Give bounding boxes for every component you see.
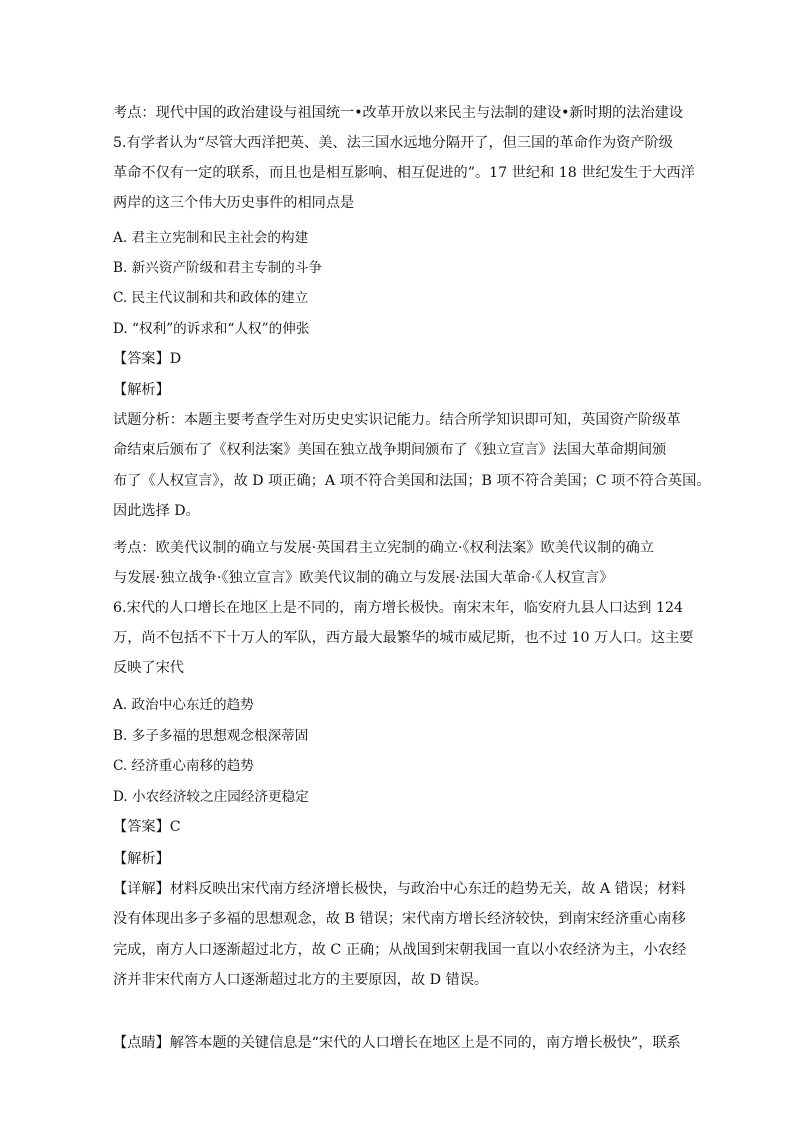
q6-detail-line-1: 【详解】材料反映出宋代南方经济增长极快，与政治中心东迁的趋势无关，故 A 错误；材料 xyxy=(113,881,686,897)
q5-stem-line-2: 革命不仅有一定的联系，而且也是相互影响、相互促进的”。17 世纪和 18 世纪发生于大西洋 xyxy=(113,165,695,181)
q6-analysis-title: 【解析】 xyxy=(113,851,170,867)
q5-stem-line-3: 两岸的这三个伟大历史事件的相同点是 xyxy=(113,195,355,211)
q6-detail-line-4: 济并非宋代南方人口逐渐超过北方的主要原因，故 D 错误。 xyxy=(113,972,489,988)
q5-analysis-line-4: 因此选择 D。 xyxy=(113,503,200,519)
q5-answer: 【答案】D xyxy=(113,351,182,367)
q5-analysis-line-3: 布了《人权宣言》，故 D 项正确；A 项不符合美国和法国；B 项不符合美国；C 项不符合英国。 xyxy=(113,473,711,489)
q5-analysis-line-2: 命结束后颁布了《权利法案》美国在独立战争期间颁布了《独立宣言》法国大革命期间颁 xyxy=(113,442,667,458)
q5-option-b: B. 新兴资产阶级和君主专制的斗争 xyxy=(113,260,322,276)
q6-option-a: A. 政治中心东迁的趋势 xyxy=(113,697,254,713)
q5-stem-line-1: 5.有学者认为“尽管大西洋把英、美、法三国水远地分隔开了，但三国的革命作为资产阶级 xyxy=(113,135,673,151)
q6-option-d: D. 小农经济较之庄园经济更稳定 xyxy=(113,789,309,805)
q5-option-d: D. “权利”的诉求和“人权”的伸张 xyxy=(113,321,310,337)
q6-stem-line-2: 万，尚不包括不下十万人的军队，西方最大最繁华的城市威尼斯，也不过 10 万人口。这主要 xyxy=(113,630,694,646)
q5-kaodian-line-2: 与发展·独立战争·《独立宣言》欧美代议制的确立与发展·法国大革命·《人权宣言》 xyxy=(113,570,614,586)
q6-stem-line-1: 6.宋代的人口增长在地区上是不同的，南方增长极快。南宋末年，临安府九县人口达到 124 xyxy=(113,600,684,616)
q5-analysis-title: 【解析】 xyxy=(113,382,170,398)
q6-stem-line-3: 反映了宋代 xyxy=(113,660,184,676)
q4-kaodian: 考点：现代中国的政治建设与祖国统一•改革开放以来民主与法制的建设•新时期的法治建设 xyxy=(113,105,684,121)
q6-option-c: C. 经济重心南移的趋势 xyxy=(113,758,254,774)
q6-answer: 【答案】C xyxy=(113,819,181,835)
q5-kaodian-line-1: 考点：欧美代议制的确立与发展·英国君主立宪制的确立·《权利法案》欧美代议制的确立 xyxy=(113,540,655,556)
q6-dianjing: 【点睛】解答本题的关键信息是“宋代的人口增长在地区上是不同的，南方增长极快”，联系 xyxy=(113,1035,681,1051)
q6-detail-line-3: 完成，南方人口逐渐超过北方，故 C 正确；从战国到宋朝我国一直以小农经济为主，小农经 xyxy=(113,942,687,958)
q5-analysis-line-1: 试题分析：本题主要考查学生对历史史实识记能力。结合所学知识即可知，英国资产阶级革 xyxy=(113,412,681,428)
q5-option-a: A. 君主立宪制和民主社会的构建 xyxy=(113,230,309,246)
q6-detail-line-2: 没有体现出多子多福的思想观念，故 B 错误；宋代南方增长经济较快，到南宋经济重心南移 xyxy=(113,911,686,927)
q5-option-c: C. 民主代议制和共和政体的建立 xyxy=(113,290,309,306)
q6-option-b: B. 多子多福的思想观念根深蒂固 xyxy=(113,728,309,744)
